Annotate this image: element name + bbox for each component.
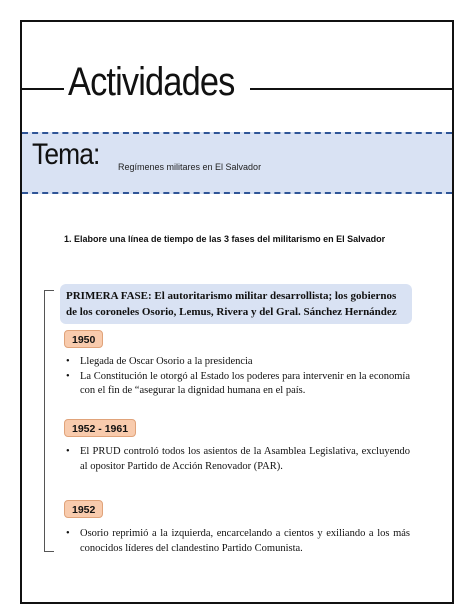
tema-banner [22,132,452,194]
tema-label: Tema: [32,138,100,171]
bullet-list-1952 [66,527,410,556]
list-item: • Llegada de Oscar Osorio a la presidencia [66,355,410,370]
title-rule-right [250,88,452,90]
timeline-bracket [44,290,54,552]
tema-subject: Regímenes militares en El Salvador [118,162,262,172]
list-item: • Osorio reprimió a la izquierda, encarcelando a cientos y exiliando a los más conocidos líderes del clandestino Partido Comunista. [66,527,410,556]
title-row [22,62,452,112]
title-rule-left [22,88,64,90]
year-tag-1952-1961: 1952 - 1961 [64,419,136,437]
bullet-list-1952-1961 [66,445,410,474]
bullet-list-1950 [66,355,410,399]
year-tag-1950: 1950 [64,330,103,348]
list-item: • La Constitución le otorgó al Estado los poderes para intervenir en la economía con el fin de “asegurar la dignidad humana en el país. [66,370,410,399]
question-1: 1. Elabore una línea de tiempo de las 3 fases del militarismo en El Salvador [64,234,386,244]
phase-heading: PRIMERA FASE: El autoritarismo militar desarrollista; los gobiernos de los coroneles Osorio, Lemus, Rivera y del Gral. Sánchez Hernández [60,284,412,324]
year-tag-1952: 1952 [64,500,103,518]
page-title: Actividades [68,60,235,104]
list-item: • El PRUD controló todos los asientos de la Asamblea Legislativa, excluyendo al opositor Partido de Acción Renovador (PAR). [66,445,410,474]
